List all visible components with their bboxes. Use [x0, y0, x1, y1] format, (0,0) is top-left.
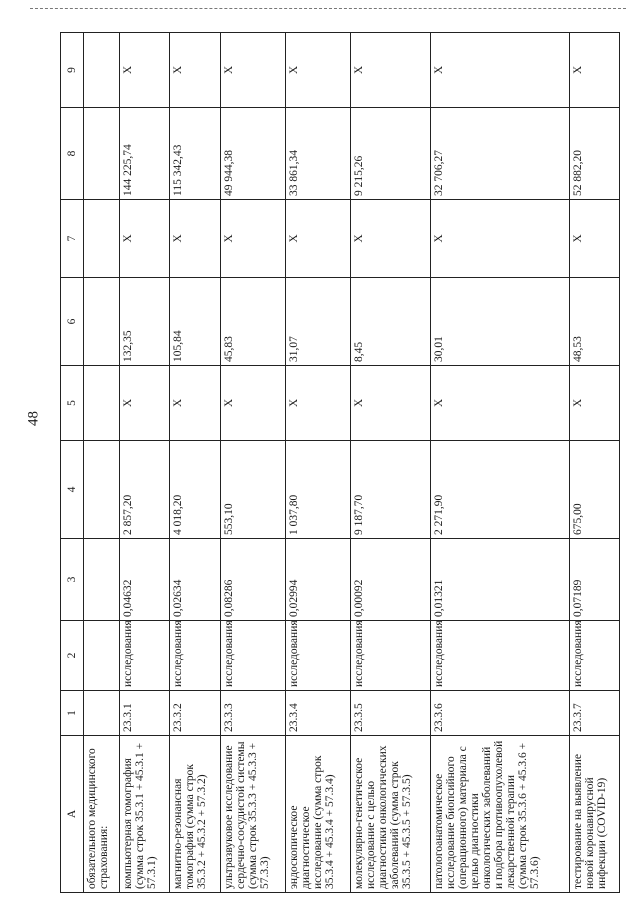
table-cell-c2: исследования — [119, 621, 169, 691]
table-cell-c7: X — [569, 200, 619, 278]
table-row — [220, 33, 285, 893]
top-dashed-line — [30, 8, 626, 9]
table-cell-c4: 9 187,70 — [350, 441, 430, 539]
table-cell-c2: исследования — [220, 621, 285, 691]
col-header: 3 — [61, 539, 84, 621]
col-header: 2 — [61, 621, 84, 691]
table-cell-c7: X — [220, 200, 285, 278]
table-cell-c8: 52 882,20 — [569, 108, 619, 200]
table-cell-c8: 32 706,27 — [430, 108, 569, 200]
col-header: 8 — [61, 108, 84, 200]
table-row — [430, 33, 569, 893]
table-cell-c2: исследования — [350, 621, 430, 691]
table-cell-c9: X — [430, 33, 569, 108]
table-cell-c1: 23.3.3 — [220, 691, 285, 736]
table-row — [170, 33, 220, 893]
table-cell-c1: 23.3.1 — [119, 691, 169, 736]
table-cell-c4: 1 037,80 — [285, 441, 350, 539]
table-cell-c9: X — [350, 33, 430, 108]
table-cell-c5: X — [119, 366, 169, 441]
table-cell-c4: 553,10 — [220, 441, 285, 539]
table-row — [569, 33, 619, 893]
table-cell-c7: X — [350, 200, 430, 278]
table-cell-c6: 8,45 — [350, 278, 430, 366]
table-row — [350, 33, 430, 893]
continuation-text: обязательного медицинского страхования: — [84, 736, 120, 893]
table-cell-c4: 2 857,20 — [119, 441, 169, 539]
col-header: 9 — [61, 33, 84, 108]
table-cell-c4: 2 271,90 — [430, 441, 569, 539]
table-cell-a: патологоанатомическое исследование биопсийного (операционного) материала с целью диагностики онкологических заболеваний и подбора противоопухолевой лекарственной терапии (сумма строк 35.3.6 + 45.3.6 + 57.3.6) — [430, 736, 569, 893]
table-cell-c7: X — [119, 200, 169, 278]
table-cell-c5: X — [170, 366, 220, 441]
page-number: 48 — [25, 411, 42, 426]
table-cell-c8: 49 944,38 — [220, 108, 285, 200]
table-cell-c9: X — [569, 33, 619, 108]
col-header: 6 — [61, 278, 84, 366]
table-cell-c8: 144 225,74 — [119, 108, 169, 200]
table-cell-c5: X — [350, 366, 430, 441]
table-cell-c6: 45,83 — [220, 278, 285, 366]
table-cell-c1: 23.3.7 — [569, 691, 619, 736]
table-cell-c5: X — [430, 366, 569, 441]
table-cell-a: магнитно-резонансная томография (сумма строк 35.3.2 + 45.3.2 + 57.3.2) — [170, 736, 220, 893]
header-row — [61, 33, 84, 893]
table-row — [119, 33, 169, 893]
continuation-row — [84, 33, 120, 893]
table-row — [285, 33, 350, 893]
table-cell-c6: 132,35 — [119, 278, 169, 366]
table-cell-c2: исследования — [170, 621, 220, 691]
table-cell-c5: X — [569, 366, 619, 441]
table-cell-a: тестирование на выявление новой коронавирусной инфекции (COVID-19) — [569, 736, 619, 893]
table-cell-a: компьютерная томография (сумма строк 35.3.1 + 45.3.1 + 57.3.1) — [119, 736, 169, 893]
table-cell-c1: 23.3.2 — [170, 691, 220, 736]
table-cell-c2: исследования — [285, 621, 350, 691]
table-cell-c3: 0,01321 — [430, 539, 569, 621]
table-cell-c4: 675,00 — [569, 441, 619, 539]
table-cell-c6: 31,07 — [285, 278, 350, 366]
table-cell-c8: 9 215,26 — [350, 108, 430, 200]
table-cell-c3: 0,00092 — [350, 539, 430, 621]
table-cell-c5: X — [220, 366, 285, 441]
rotated-table-container — [60, 33, 620, 893]
table-cell-c3: 0,08286 — [220, 539, 285, 621]
table-body — [119, 33, 619, 893]
col-header: 4 — [61, 441, 84, 539]
table-cell-c2: исследования — [430, 621, 569, 691]
table-cell-c1: 23.3.6 — [430, 691, 569, 736]
table-cell-c8: 33 861,34 — [285, 108, 350, 200]
table-cell-c3: 0,07189 — [569, 539, 619, 621]
table-cell-c7: X — [285, 200, 350, 278]
table-cell-c9: X — [170, 33, 220, 108]
table-cell-c1: 23.3.5 — [350, 691, 430, 736]
table-cell-c8: 115 342,43 — [170, 108, 220, 200]
table-cell-c7: X — [430, 200, 569, 278]
table-cell-c7: X — [170, 200, 220, 278]
table-cell-c6: 48,53 — [569, 278, 619, 366]
table-cell-c3: 0,02634 — [170, 539, 220, 621]
col-header: 5 — [61, 366, 84, 441]
table-cell-a: молекулярно-генетическое исследование с целью диагностики онкологических заболеваний (сумма строк 35.3.5 + 45.3.5 + 57.3.5) — [350, 736, 430, 893]
col-header: 7 — [61, 200, 84, 278]
table-cell-c5: X — [285, 366, 350, 441]
table-cell-c9: X — [220, 33, 285, 108]
table-cell-c3: 0,04632 — [119, 539, 169, 621]
col-header: 1 — [61, 691, 84, 736]
table-cell-c3: 0,02994 — [285, 539, 350, 621]
table-cell-c4: 4 018,20 — [170, 441, 220, 539]
table-cell-c2: исследования — [569, 621, 619, 691]
table-cell-c9: X — [285, 33, 350, 108]
table-cell-c6: 105,84 — [170, 278, 220, 366]
data-table — [60, 32, 620, 893]
table-cell-c9: X — [119, 33, 169, 108]
table-cell-c6: 30,01 — [430, 278, 569, 366]
col-header: A — [61, 736, 84, 893]
table-cell-a: эндоскопическое диагностическое исследование (сумма строк 35.3.4 + 45.3.4 + 57.3.4) — [285, 736, 350, 893]
table-cell-c1: 23.3.4 — [285, 691, 350, 736]
table-cell-a: ультразвуковое исследование сердечно-сосудистой системы (сумма строк 35.3.3 + 45.3.3 + 57.3.3) — [220, 736, 285, 893]
